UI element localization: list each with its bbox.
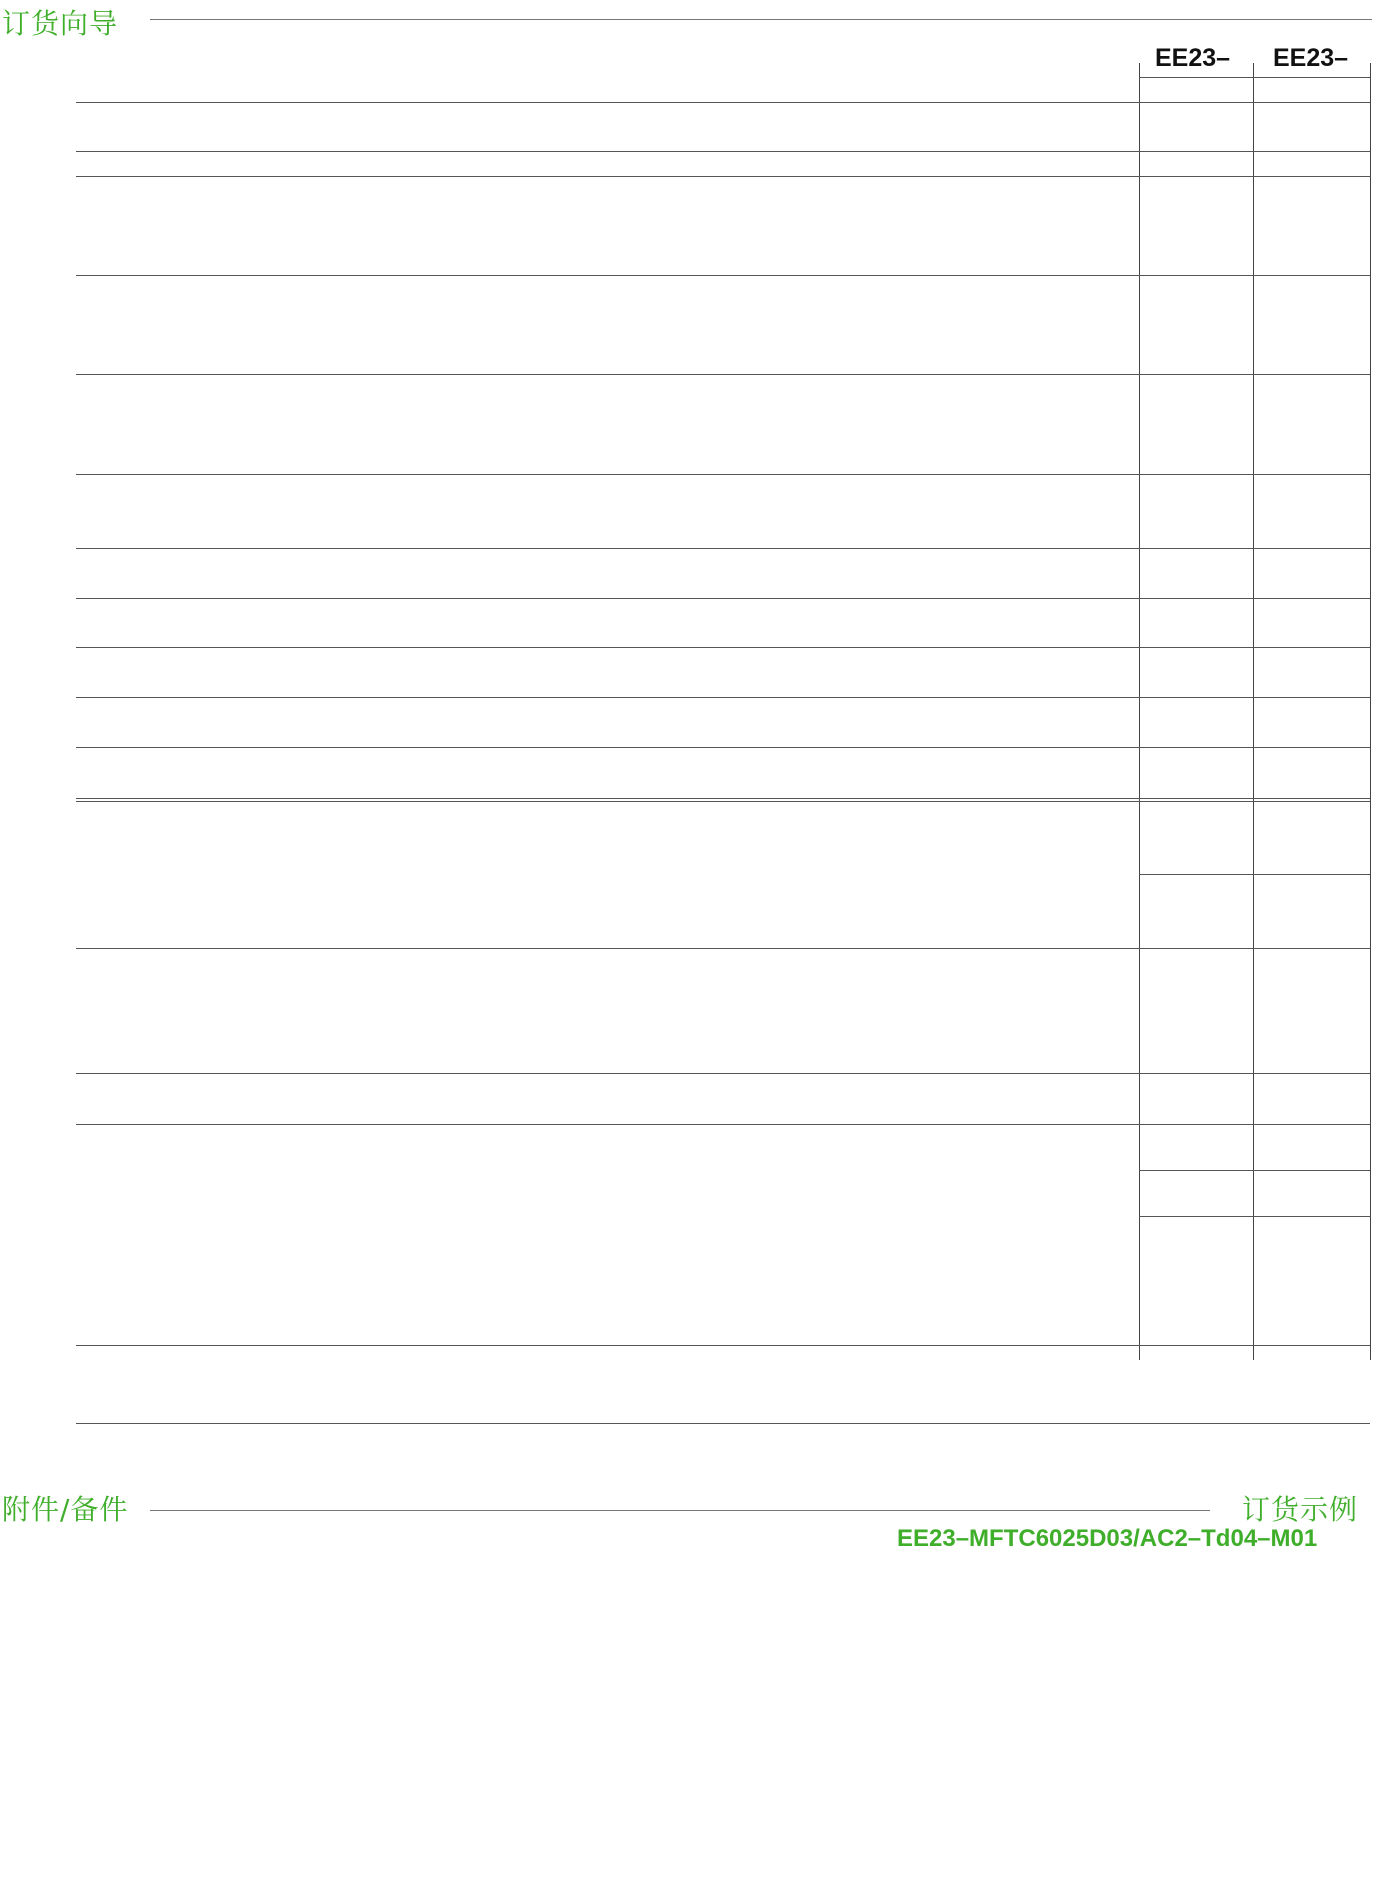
title-rule	[150, 19, 1372, 20]
example-order-code: EE23–MFTC6025D03/AC2–Td04–M01	[897, 1525, 1318, 1552]
range-divider	[1139, 1216, 1370, 1217]
code-top-rule	[1139, 77, 1370, 78]
row-rule	[76, 1124, 1370, 1125]
table-bottom-rule	[76, 1423, 1370, 1424]
row-rule	[76, 598, 1370, 599]
row-rule	[76, 1345, 1370, 1346]
channel-divider	[1139, 874, 1370, 875]
row-rule	[76, 102, 1370, 103]
table-vline	[1253, 63, 1254, 1360]
example-title: 订货示例	[1242, 1493, 1359, 1526]
row-rule	[76, 747, 1370, 748]
page-title: 订货向导	[2, 7, 119, 40]
row-rule	[76, 474, 1370, 475]
table-vline	[1370, 63, 1371, 1360]
accessories-rule	[150, 1510, 1210, 1511]
section-rule	[76, 801, 1370, 802]
row-rule	[76, 275, 1370, 276]
row-rule	[76, 151, 1370, 152]
row-rule	[76, 374, 1370, 375]
range-divider	[1139, 1170, 1370, 1171]
row-rule	[76, 548, 1370, 549]
table-vline	[1139, 63, 1140, 1360]
accessories-title: 附件/备件	[2, 1493, 129, 1526]
row-rule	[76, 697, 1370, 698]
row-rule	[76, 647, 1370, 648]
row-rule	[76, 1073, 1370, 1074]
section-rule	[76, 798, 1370, 799]
column-head-2: EE23–	[1273, 44, 1349, 72]
column-head-1: EE23–	[1155, 44, 1231, 72]
row-rule	[76, 176, 1370, 177]
row-rule	[76, 948, 1370, 949]
